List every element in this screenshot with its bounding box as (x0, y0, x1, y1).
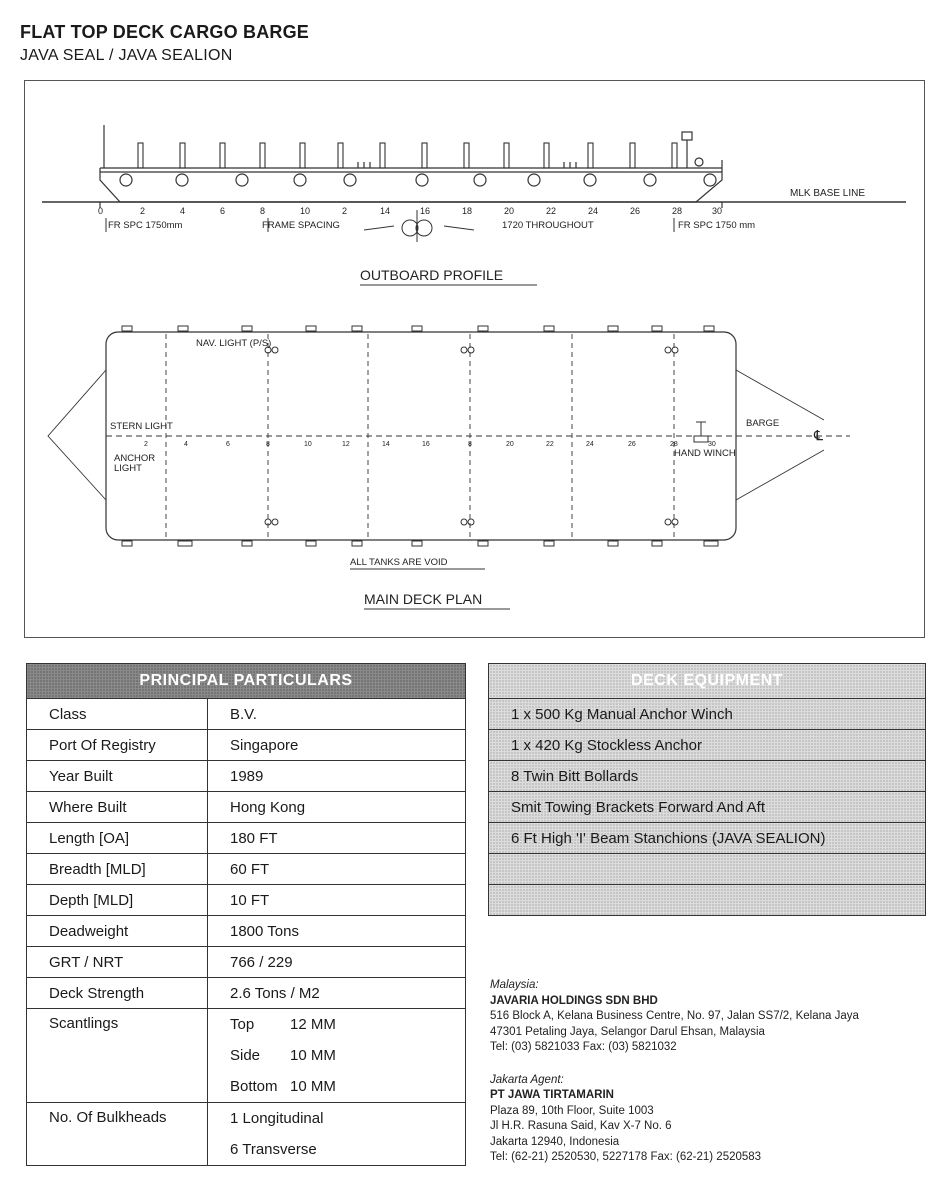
row-label: GRT / NRT (27, 947, 208, 978)
frame-number: 24 (588, 206, 599, 216)
page-title: FLAT TOP DECK CARGO BARGE (20, 22, 310, 42)
throughout-label: 1720 THROUGHOUT (502, 220, 594, 231)
stanchions (138, 143, 677, 168)
jakarta-tel: Tel: (62-21) 2520530, 5227178 Fax: (62-21) 2520583 (490, 1151, 762, 1163)
frame-number: 0 (98, 206, 104, 216)
fenders (120, 174, 716, 186)
equipment-item: Smit Towing Brackets Forward And Aft (489, 792, 926, 823)
list-item (489, 730, 926, 761)
contact-block (490, 978, 859, 1166)
outboard-profile-caption: OUTBOARD PROFILE (360, 267, 504, 283)
hull-outline (100, 160, 722, 202)
bulkhead-transverse: 6 Transverse (230, 1141, 317, 1158)
jakarta-address-1: Plaza 89, 10th Floor, Suite 1003 (490, 1104, 654, 1117)
jakarta-address-3: Jakarta 12940, Indonesia (490, 1135, 620, 1148)
row-value: Singapore (208, 730, 466, 761)
row-label: Deck Strength (27, 978, 208, 1009)
plan-frame-number: 24 (586, 441, 594, 448)
plan-frame-number: 6 (226, 441, 230, 448)
table-row-bulkheads (27, 1103, 466, 1166)
plan-frame-number: 8 (468, 441, 472, 448)
equipment-item: 1 x 420 Kg Stockless Anchor (489, 730, 926, 761)
plan-frame-number: 20 (506, 441, 514, 448)
scantlings-label: Scantlings (27, 1009, 208, 1103)
row-value: 10 FT (208, 885, 466, 916)
row-label: Length [OA] (27, 823, 208, 854)
fr-spc-right: FR SPC 1750 mm (678, 220, 756, 231)
plan-frame-number: 14 (382, 441, 390, 448)
tow-bridle-stern (48, 370, 106, 500)
plan-frame-number: 16 (422, 441, 430, 448)
frame-number: 16 (420, 206, 431, 216)
scantling-side-value: 10 MM (290, 1047, 336, 1064)
hand-winch-symbol (694, 422, 708, 442)
table-row (27, 978, 466, 1009)
frame-number: 18 (462, 206, 473, 216)
main-deck-plan-caption: MAIN DECK PLAN (364, 591, 483, 607)
frame-number: 14 (380, 206, 391, 216)
tanks-void-label: ALL TANKS ARE VOID (350, 557, 448, 568)
jakarta-company: PT JAWA TIRTAMARIN (490, 1089, 614, 1101)
malaysia-address-2: 47301 Petaling Jaya, Selangor Darul Ehsan, Malaysia (490, 1025, 765, 1038)
list-item (489, 792, 926, 823)
table-row (27, 730, 466, 761)
table-row (27, 761, 466, 792)
row-label: Depth [MLD] (27, 885, 208, 916)
table-row (27, 854, 466, 885)
frame-number: 28 (672, 206, 683, 216)
hand-winch-label: HAND WINCH (674, 448, 736, 459)
scantlings-values (208, 1009, 466, 1103)
row-value: 2.6 Tons / M2 (208, 978, 466, 1009)
frame-number: 2 (140, 206, 146, 216)
row-label: Deadweight (27, 916, 208, 947)
list-item (489, 699, 926, 730)
table-row (27, 916, 466, 947)
stern-light-label: STERN LIGHT (110, 421, 173, 432)
list-item-empty (489, 854, 926, 885)
fr-spc-left: FR SPC 1750mm (108, 220, 183, 231)
frame-spacing-label: FRAME SPACING (262, 220, 340, 231)
row-value: 1800 Tons (208, 916, 466, 947)
jakarta-label: Jakarta Agent: (490, 1073, 564, 1086)
nav-light-label: NAV. LIGHT (P/S) (196, 338, 272, 349)
tow-bridle-bow (736, 370, 824, 500)
bulkheads-label: No. Of Bulkheads (27, 1103, 208, 1166)
table-row (27, 947, 466, 978)
list-item-empty (489, 885, 926, 916)
row-value: 766 / 229 (208, 947, 466, 978)
table-row (27, 699, 466, 730)
base-line-label: MLK BASE LINE (790, 188, 866, 199)
scantling-bottom-value: 10 MM (290, 1078, 336, 1095)
row-value: 180 FT (208, 823, 466, 854)
row-label: Where Built (27, 792, 208, 823)
frame-number: 20 (504, 206, 515, 216)
plan-frame-number: 10 (304, 441, 312, 448)
malaysia-address-1: 516 Block A, Kelana Business Centre, No. 97, Jalan SS7/2, Kelana Jaya (490, 1010, 859, 1022)
table-row (27, 823, 466, 854)
row-label: Breadth [MLD] (27, 854, 208, 885)
equipment-item: 6 Ft High 'I' Beam Stanchions (JAVA SEALION) (489, 823, 926, 854)
plan-frame-number: 4 (184, 441, 188, 448)
jakarta-address-2: Jl H.R. Rasuna Said, Kav X-7 No. 6 (490, 1120, 672, 1132)
bollard-1 (358, 162, 370, 168)
page-subtitle: JAVA SEAL / JAVA SEALION (20, 47, 233, 64)
anchor-light-label-2: LIGHT (114, 463, 142, 474)
malaysia-label: Malaysia: (490, 979, 539, 991)
frame-number: 8 (260, 206, 266, 216)
equipment-empty-row (489, 854, 926, 885)
row-label: Class (27, 699, 208, 730)
bulkhead-longitudinal: 1 Longitudinal (230, 1110, 324, 1127)
plan-frame-number: 2 (144, 441, 148, 448)
principal-particulars-header: PRINCIPAL PARTICULARS (27, 664, 466, 699)
equipment-empty-row (489, 885, 926, 916)
equipment-item: 1 x 500 Kg Manual Anchor Winch (489, 699, 926, 730)
frame-number-row (98, 206, 722, 216)
row-label: Year Built (27, 761, 208, 792)
scantling-side-label: Side (230, 1047, 261, 1064)
bow-winch (682, 132, 692, 140)
frame-number: 4 (180, 206, 186, 216)
bollard-2 (564, 162, 576, 168)
plan-frame-number: 8 (266, 441, 270, 448)
table-row (27, 885, 466, 916)
table-row-scantlings (27, 1009, 466, 1103)
frame-number: 22 (546, 206, 557, 216)
outboard-profile (42, 125, 906, 208)
malaysia-tel: Tel: (03) 5821033 Fax: (03) 5821032 (490, 1041, 677, 1053)
row-label: Port Of Registry (27, 730, 208, 761)
table-row (27, 792, 466, 823)
row-value: 60 FT (208, 854, 466, 885)
scantling-bottom-label: Bottom (230, 1078, 278, 1095)
plan-frame-number: 26 (628, 441, 636, 448)
barge-label: BARGE (746, 418, 780, 429)
deck-equipment-table (488, 663, 926, 916)
centerline-symbol: ℄ (814, 427, 823, 443)
scantling-top-label: Top (230, 1016, 255, 1033)
anchor-light-label-1: ANCHOR (114, 453, 156, 464)
list-item (489, 761, 926, 792)
main-deck-plan (48, 326, 850, 546)
malaysia-company: JAVARIA HOLDINGS SDN BHD (490, 994, 658, 1007)
frame-number: 2 (342, 206, 348, 216)
frame-number: 26 (630, 206, 641, 216)
list-item (489, 823, 926, 854)
plan-frame-number: 22 (546, 441, 554, 448)
frame-number: 30 (712, 206, 723, 216)
deck-equipment-header: DECK EQUIPMENT (489, 664, 926, 699)
bulkheads-values (208, 1103, 466, 1166)
frame-number: 6 (220, 206, 226, 216)
plan-frame-number: 30 (708, 441, 716, 448)
row-value: 1989 (208, 761, 466, 792)
plan-frame-number: 28 (670, 441, 678, 448)
plan-frame-number: 12 (342, 441, 350, 448)
barge-drawing (24, 80, 925, 638)
plan-frame-numbers (144, 441, 716, 448)
scantling-top-value: 12 MM (290, 1016, 336, 1033)
row-value: B.V. (208, 699, 466, 730)
principal-particulars-table (26, 663, 466, 1166)
equipment-item: 8 Twin Bitt Bollards (489, 761, 926, 792)
row-value: Hong Kong (208, 792, 466, 823)
frame-number: 10 (300, 206, 311, 216)
